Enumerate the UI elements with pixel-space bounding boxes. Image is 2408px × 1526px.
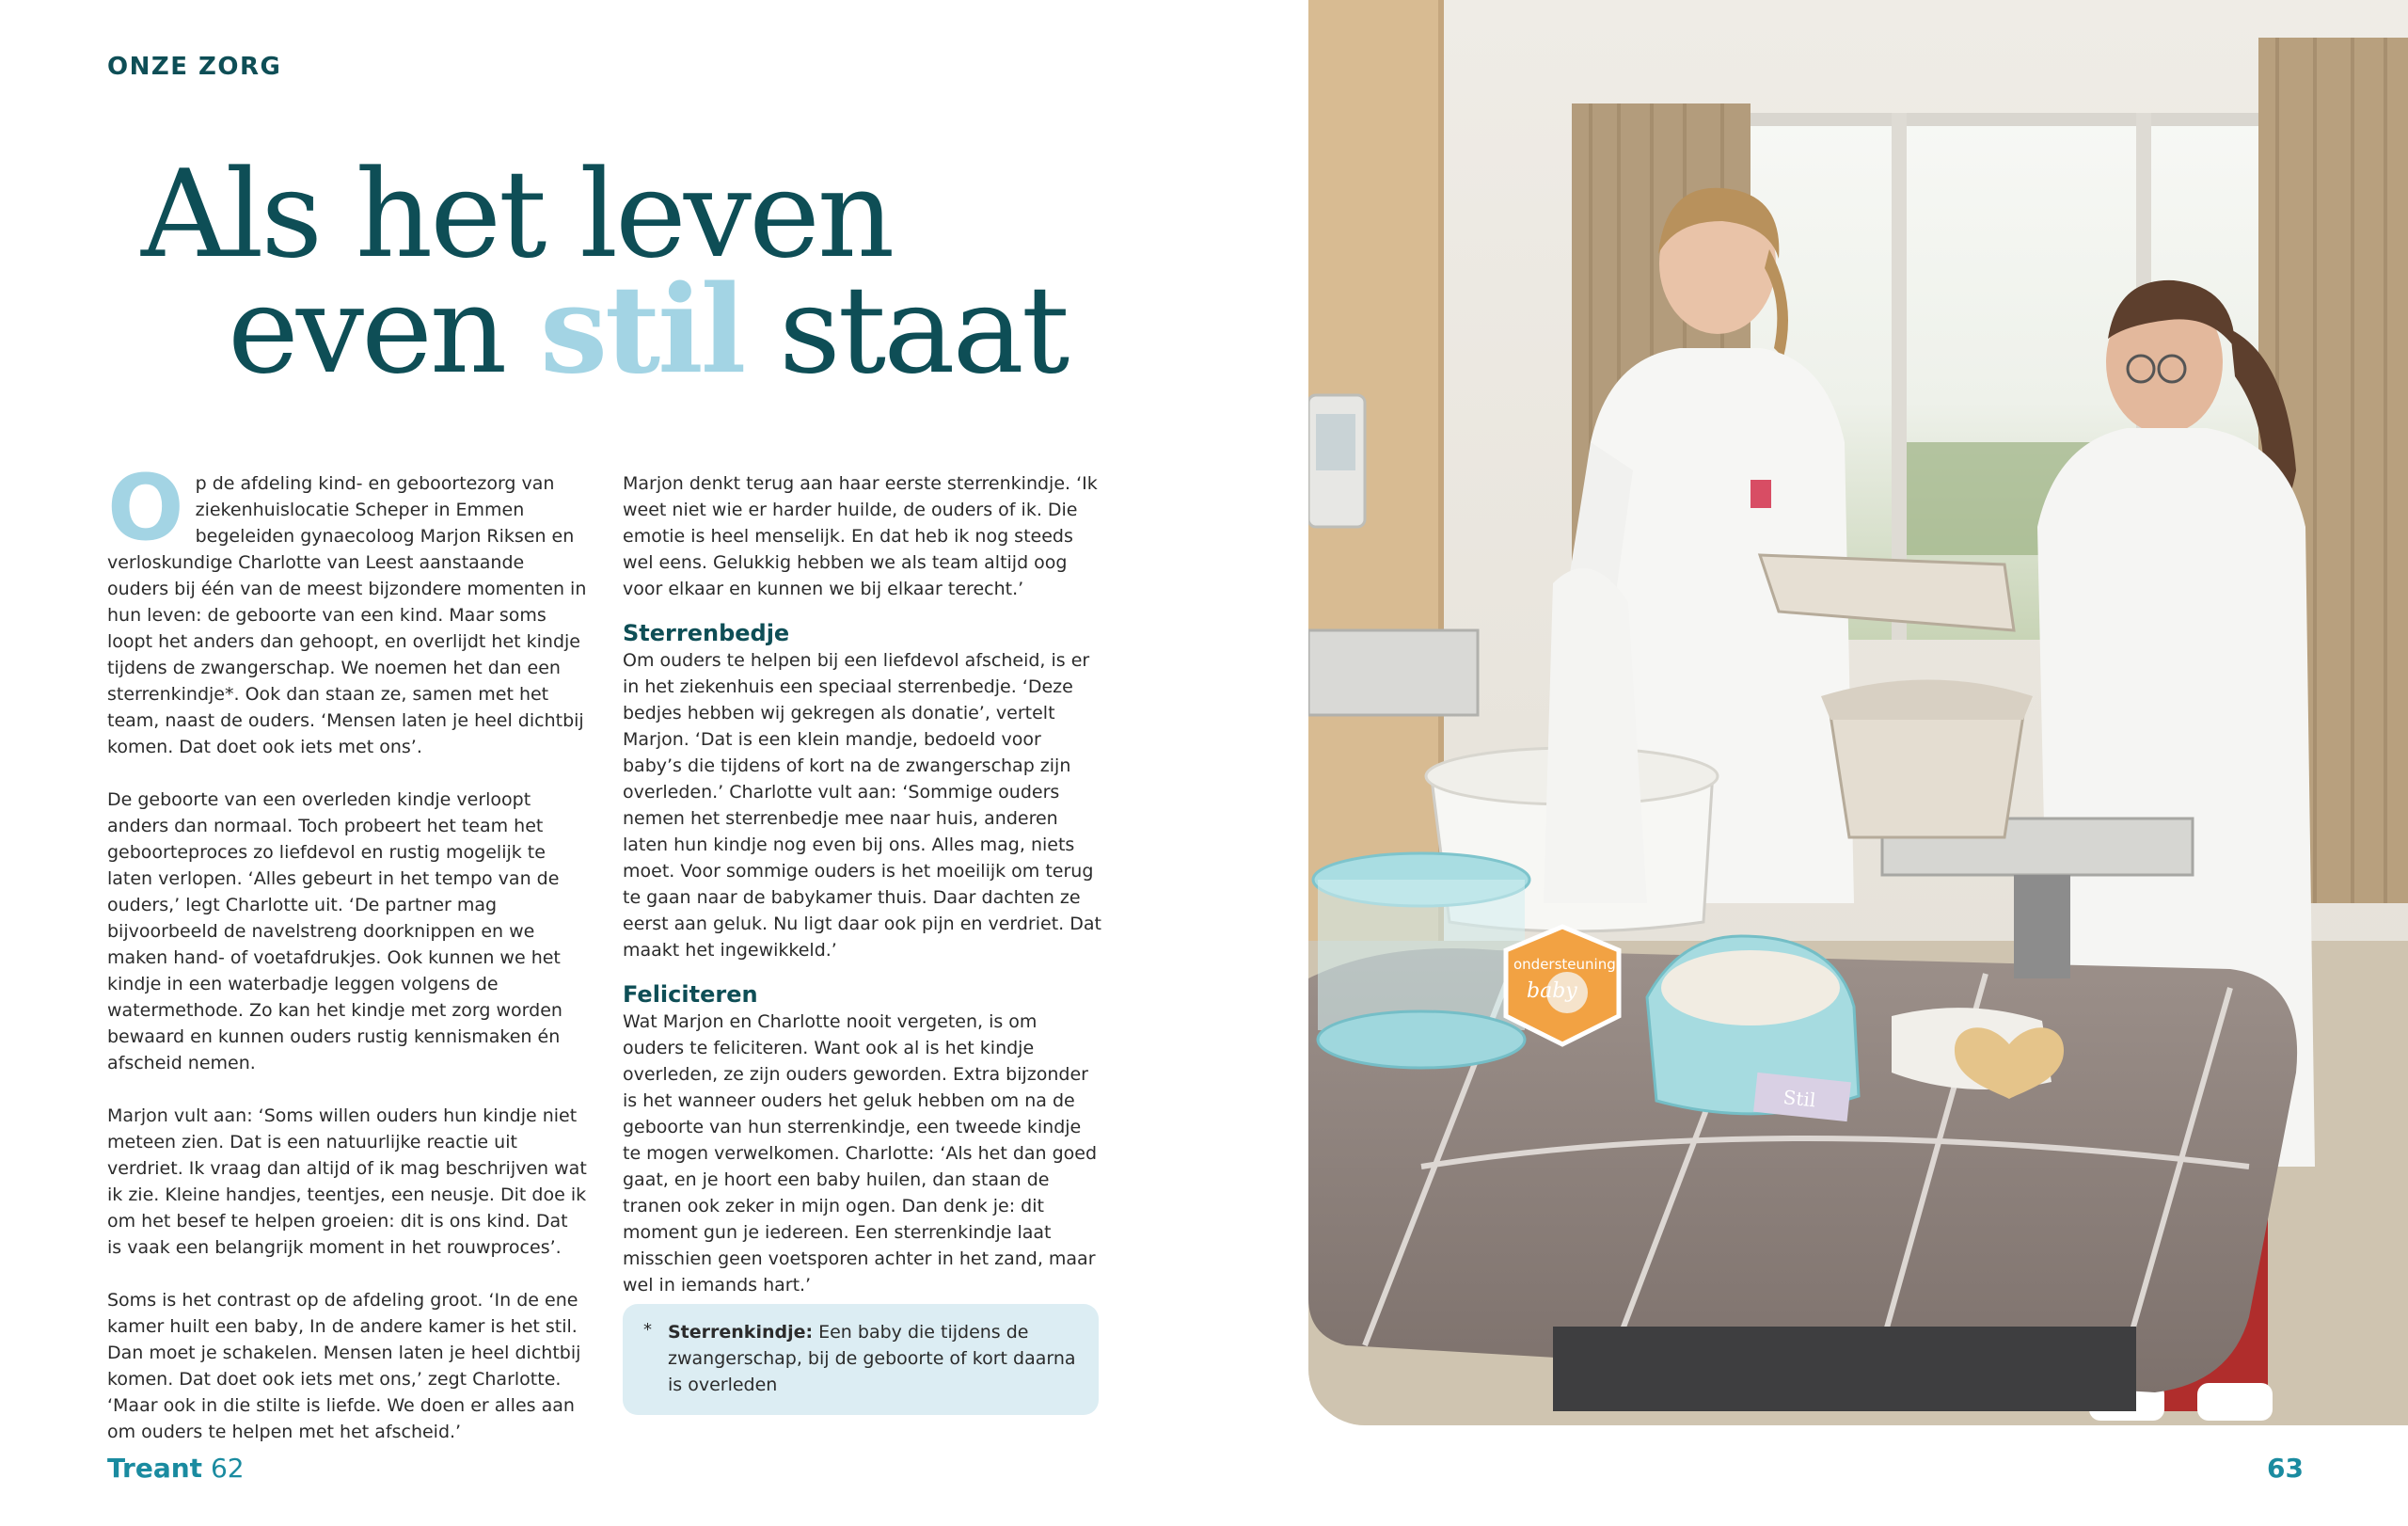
page-number-left: 62 <box>202 1453 245 1484</box>
drop-cap: O <box>107 455 184 561</box>
hero-photo <box>1308 0 2408 1425</box>
footnote-text: Een baby die tijdens de zwangerschap, bij de geboorte of kort daarna is overleden <box>668 1322 1076 1395</box>
paragraph: Wat Marjon en Charlotte nooit vergeten, is om ouders te feliciteren. Want ook al is het kindje overleden, ze zijn ouders geworden. Extra bijzonder is het wanneer ouders het geluk hebben om na de geboorte van hun sterrenkindje, een tweede kindje te mogen verwelkomen. Charlotte: ‘Als het dan goed gaat, en je hoort een baby huilen, dan staan de tranen ook zeker in mijn ogen. Dan denk je: dit moment gun je iedereen. Een sterrenkindje laat misschien geen voetsporen achter in het zand, maar wel in iemands hart.’ <box>623 1011 1098 1296</box>
footnote-box <box>623 1304 1099 1415</box>
hexagon-frame <box>1506 927 1619 1044</box>
paragraph: Marjon vult aan: ‘Soms willen ouders hun kindje niet meteen zien. Dat is een natuurlijke reactie uit verdriet. Ik vraag dan altijd of ik mag beschrijven wat ik zie. Kleine handjes, teentjes, een neusje. Dit doe ik om het besef te helpen groeien: dit is ons kind. Dat is vaak een belangrijk moment in het rouwproces’. <box>107 1105 587 1258</box>
intro-text: p de afdeling kind- en geboortezorg van ziekenhuislocatie Scheper in Emmen begeleiden gynaecoloog Marjon Riksen en verloskundige Charlotte van Leest aanstaande ouders bij één van de meest bijzondere momenten in hun leven: de geboorte van een kind. Maar soms loopt het anders dan gehoopt, en overlijdt het kindje tijdens de zwangerschap. We noemen het dan een sterrenkindje*. Ook dan staan ze, samen met het team, naast de ouders. ‘Mensen laten je heel dichtbij komen. Dat doet ook iets met ons’. <box>107 473 587 757</box>
footnote-term: Sterrenkindje: <box>668 1322 814 1343</box>
footer-left <box>107 1453 245 1484</box>
paragraph: De geboorte van een overleden kindje verloopt anders dan normaal. Toch probeert het team het geboorteproces zo liefdevol en rustig mogelijk te laten verlopen. ‘Alles gebeurt in het tempo van de ouders,’ legt Charlotte uit. ‘De partner mag bijvoorbeeld de navelstreng doorknippen en we maken hand- of voetafdrukjes. Ook kunnen we het kindje in een waterbadje leggen volgens de watermethode. Zo kan het kindje met zorg worden bewaard en kunnen ouders rustig kennismaken én afscheid nemen. <box>107 789 562 1073</box>
hospital-room-illustration <box>1308 0 2408 1425</box>
headline-line-2 <box>141 260 1068 401</box>
frame-label: ondersteuning <box>1513 956 1616 973</box>
footnote-marker: * <box>643 1320 652 1340</box>
headline-accent-word: stil <box>539 260 744 401</box>
headline-after: staat <box>743 261 1068 401</box>
headline <box>141 145 1068 401</box>
frame-word: baby <box>1527 979 1577 1003</box>
paragraph: Soms is het contrast op de afdeling groot. ‘In de ene kamer huilt een baby, In de andere kamer is het stil. Dan moet je schakelen. Mensen laten je heel dichtbij komen. Dat doet ook iets met ons,’ zegt Charlotte. ‘Maar ook in die stilte is liefde. We doen er alles aan om ouders te helpen met het afscheid.’ <box>107 1290 581 1442</box>
intro-paragraph <box>107 455 587 760</box>
footer-brand: Treant <box>107 1453 203 1484</box>
article-column-2 <box>623 470 1102 1325</box>
headline-line-1: Als het leven <box>141 145 893 285</box>
paragraph: Marjon denkt terug aan haar eerste sterrenkindje. ‘Ik weet niet wie er harder huilde, de ouders of ik. Die emotie is heel menselijk. En dat heb ik nog steeds wel eens. Gelukkig hebben we als team altijd oog voor elkaar en kunnen we bij elkaar terecht.’ <box>623 473 1098 599</box>
subheading-sterrenbedje: Sterrenbedje <box>623 620 790 646</box>
paragraph: Om ouders te helpen bij een liefdevol afscheid, is er in het ziekenhuis een speciaal sterrenbedje. ‘Deze bedjes hebben wij gekregen als donatie’, vertelt Marjon. ‘Dat is een klein mandje, bedoeld voor baby’s die tijdens of kort na de zwangerschap zijn overleden.’ Charlotte vult aan: ‘Sommige ouders nemen het sterrenbedje mee naar huis, anderen laten hun kindje nog even bij ons. Alles mag, niets moet. Voor sommige ouders is het moeilijk om terug te gaan naar de babykamer thuis. Daar dachten ze eerst aan geluk. Nu ligt daar ook pijn en verdriet. Dat maakt het ingewikkeld.’ <box>623 650 1101 961</box>
card-text: Stil <box>1782 1085 1817 1112</box>
page-number-right: 63 <box>2267 1453 2304 1484</box>
section-label: ONZE ZORG <box>107 53 282 81</box>
headline-before: even <box>228 261 540 401</box>
subheading-feliciteren: Feliciteren <box>623 981 758 1008</box>
article-column-1 <box>107 455 587 1471</box>
